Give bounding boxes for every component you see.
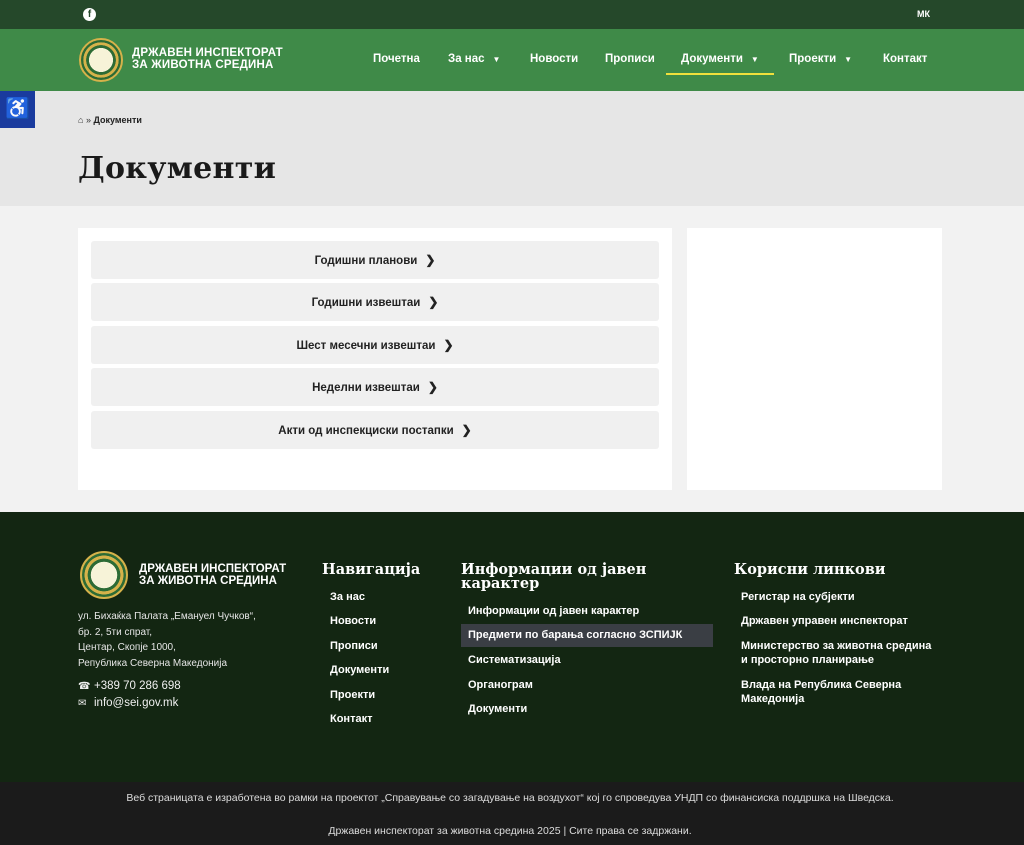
nav-item-label: Проекти (789, 53, 837, 65)
breadcrumb-current: Документи (93, 115, 142, 125)
address-line: ул. Бихаќка Палата „Емануел Чучков“, (78, 611, 256, 622)
active-nav-indicator (666, 73, 774, 75)
address-line: Центар, Скопје 1000, (78, 642, 176, 653)
nav-item-home[interactable] (373, 53, 420, 65)
phone-icon: ☎ (78, 681, 91, 692)
site-name[interactable] (132, 47, 292, 71)
nav-item-about[interactable] (448, 53, 500, 65)
footer (0, 512, 1024, 782)
doc-link-label: Акти од инспекциски постапки (278, 425, 454, 437)
footer-logo-emblem[interactable] (80, 551, 128, 599)
footer-phone[interactable] (78, 680, 181, 692)
caret-down-icon: ▼ (750, 55, 759, 64)
footer-address (78, 609, 256, 671)
project-credit: Веб страницата е изработена во рамки на проектот „Справување со загадување на воздухот“ кој го спроведува УНДП со финансиска поддршка на Шведска. (126, 792, 894, 804)
doc-link-annual-plans[interactable] (91, 241, 659, 279)
footer-site-name-line1: ДРЖАВЕН ИНСПЕКТОРАТ (139, 563, 287, 575)
copyright-bar (0, 782, 1024, 845)
footer-email[interactable] (78, 697, 178, 709)
top-bar (0, 0, 1024, 29)
address-line: бр. 2, 5ти спрат, (78, 626, 153, 638)
caret-down-icon: ▼ (844, 55, 853, 64)
doc-link-semiannual-reports[interactable] (91, 326, 659, 364)
footer-public-info-link[interactable]: Органограм (468, 679, 533, 691)
documents-panel (78, 228, 672, 490)
chevron-right-icon: ❯ (428, 295, 439, 309)
nav-item-label: Контакт (883, 53, 928, 65)
accessibility-icon[interactable]: ♿ (0, 91, 35, 128)
nav-item-contact[interactable] (883, 53, 927, 65)
footer-nav-link[interactable]: Новости (330, 615, 377, 627)
nav-item-news[interactable] (530, 53, 578, 65)
site-name-line1: ДРЖАВЕН ИНСПЕКТОРАТ (132, 47, 283, 59)
home-icon[interactable]: ⌂ (78, 115, 84, 125)
doc-link-inspection-acts[interactable] (91, 411, 659, 449)
nav-item-documents[interactable] (681, 53, 759, 65)
doc-link-weekly-reports[interactable] (91, 368, 659, 406)
footer-nav-heading: Навигација (322, 561, 421, 578)
chevron-right-icon: ❯ (443, 338, 454, 352)
chevron-right-icon: ❯ (427, 380, 438, 394)
language-switcher[interactable]: МК (917, 9, 930, 19)
nav-item-label: Документи (681, 53, 743, 65)
footer-public-info-link-hovered[interactable]: Предмети по барања согласно ЗСПИЈК (461, 624, 713, 647)
envelope-icon: ✉ (78, 698, 87, 709)
facebook-icon[interactable]: f (83, 8, 96, 21)
phone-number: +389 70 286 698 (94, 680, 181, 692)
doc-link-annual-reports[interactable] (91, 283, 659, 321)
footer-useful-link[interactable]: Регистар на субјекти (741, 591, 855, 603)
footer-public-info-heading: Информации од јавен карактер (461, 561, 647, 592)
chevron-right-icon: ❯ (425, 253, 436, 267)
logo-emblem[interactable] (79, 38, 123, 82)
address-line: Република Северна Македонија (78, 657, 228, 669)
footer-nav-link[interactable]: Контакт (330, 713, 373, 725)
page-title: Документи (78, 151, 277, 186)
breadcrumb (78, 115, 142, 125)
doc-link-label: Годишни планови (314, 255, 418, 267)
doc-link-label: Неделни извештаи (312, 382, 420, 394)
email-address: info@sei.gov.mk (94, 697, 179, 709)
site-name-line2: ЗА ЖИВОТНА СРЕДИНА (132, 59, 274, 71)
nav-item-projects[interactable] (789, 53, 852, 65)
footer-nav-link[interactable]: Прописи (330, 640, 378, 652)
doc-link-label: Годишни извештаи (311, 297, 421, 309)
copyright-text: Државен инспекторат за животна средина 2025 | Сите права се задржани. (328, 825, 692, 837)
page-header (0, 91, 1024, 206)
footer-useful-link[interactable]: Влада на Република Северна Македонија (741, 679, 902, 705)
footer-useful-links-heading: Корисни линкови (734, 561, 886, 578)
breadcrumb-separator: » (85, 115, 91, 125)
footer-public-info-link[interactable]: Информации од јавен карактер (468, 605, 640, 617)
nav-item-label: За нас (448, 53, 485, 65)
main-navigation (0, 29, 1024, 91)
footer-useful-link[interactable]: Министерство за животна средина и просторно планирање (741, 640, 932, 666)
nav-item-regulations[interactable] (605, 53, 655, 65)
nav-item-label: Прописи (605, 53, 655, 65)
footer-public-info-link[interactable]: Систематизација (468, 654, 561, 666)
footer-public-info-link[interactable]: Документи (468, 703, 528, 715)
sidebar-panel (687, 228, 942, 490)
nav-item-label: Новости (530, 53, 579, 65)
chevron-right-icon: ❯ (461, 423, 472, 437)
footer-nav-link[interactable]: Документи (330, 664, 390, 676)
doc-link-label: Шест месечни извештаи (296, 340, 436, 352)
footer-nav-link[interactable]: Проекти (330, 689, 376, 701)
footer-nav-link[interactable]: За нас (330, 591, 365, 603)
caret-down-icon: ▼ (492, 55, 501, 64)
footer-site-name-line2: ЗА ЖИВОТНА СРЕДИНА (139, 575, 277, 587)
footer-site-name[interactable] (139, 563, 299, 587)
nav-item-label: Почетна (373, 53, 420, 65)
footer-useful-link[interactable]: Државен управен инспекторат (741, 615, 908, 627)
